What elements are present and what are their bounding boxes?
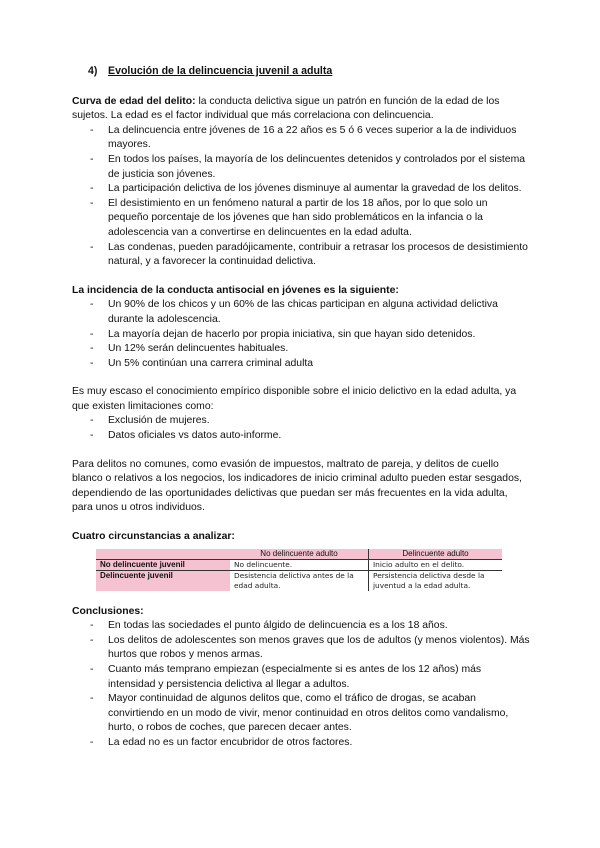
list-item: - Un 5% continúan una carrera criminal adulta xyxy=(108,357,530,372)
list-item: - Un 12% serán delincuentes habituales. xyxy=(108,342,530,357)
conclusiones-heading: Conclusiones: xyxy=(72,605,144,617)
incidencia-heading: La incidencia de la conducta antisocial en jóvenes es la siguiente: xyxy=(72,284,399,296)
document-body xyxy=(72,64,530,751)
curva-paragraph xyxy=(72,95,530,124)
table-header-cell: No delincuente adulto xyxy=(230,549,369,560)
section-number: 4) xyxy=(88,65,98,77)
list-item: - Cuanto más temprano empiezan (especialmente si es antes de los 12 años) más intensidad y persistencia delictiva al llegar a adultos. xyxy=(108,663,530,692)
table-row xyxy=(96,559,502,570)
list-item: - La delincuencia entre jóvenes de 16 a 22 años es 5 ó 6 veces superior a la de individuos mayores. xyxy=(108,124,530,153)
list-item: - El desistimiento en un fenómeno natural a partir de los 18 años, por lo que solo un pequeño porcentaje de los jóvenes que han sido problemáticos en la infancia o la adolescencia van a convertirse en delincuentes en la edad adulta. xyxy=(108,197,530,241)
section-title-text: Evolución de la delincuencia juvenil a adulta xyxy=(108,65,333,77)
list-item: - Exclusión de mujeres. xyxy=(108,414,530,429)
list-item: - En todos los países, la mayoría de los delincuentes detenidos y controlados por el sistema de justicia son jóvenes. xyxy=(108,153,530,182)
table-row xyxy=(96,570,502,591)
list-item: - La edad no es un factor encubridor de otros factores. xyxy=(108,736,530,751)
conclusiones-list xyxy=(72,619,530,750)
list-item: - Mayor continuidad de algunos delitos que, como el tráfico de drogas, se acaban convirtiendo en un modo de vivir, menor continuidad en otros delitos como vandalismo, hurto, o robos de coches, que parecen decaer antes. xyxy=(108,692,530,736)
table-cell: Persistencia delictiva desde la juventud a la edad adulta. xyxy=(373,570,485,590)
list-item: - Los delitos de adolescentes son menos graves que los de adultos (y menos violentos). Más hurtos que robos y menos armas. xyxy=(108,634,530,663)
list-item: - Un 90% de los chicos y un 60% de las chicas participan en alguna actividad delictiva durante la adolescencia. xyxy=(108,298,530,327)
list-item: - Datos oficiales vs datos auto-informe. xyxy=(108,429,530,444)
table-header-row xyxy=(96,549,502,560)
escaso-list xyxy=(72,414,530,443)
list-item: - Las condenas, pueden paradójicamente, contribuir a retrasar los procesos de desistimiento natural, y a favorecer la continuidad delictiva. xyxy=(108,241,530,270)
table-cell: Inicio adulto en el delito. xyxy=(369,559,503,570)
escaso-paragraph: Es muy escaso el conocimiento empírico disponible sobre el inicio delictivo en la edad adulta, ya que existen limitaciones como: xyxy=(72,386,517,412)
table-row-label: Delincuente juvenil xyxy=(96,570,230,591)
list-item: - En todas las sociedades el punto álgido de delincuencia es a los 18 años. xyxy=(108,619,530,634)
curva-list xyxy=(72,124,530,270)
curva-intro: la conducta delictiva sigue un patrón en función de la edad de los sujetos. La edad es el factor individual que más correlaciona con delincuencia. xyxy=(72,95,500,122)
list-item: - La participación delictiva de los jóvenes disminuye al aumentar la gravedad de los delitos. xyxy=(108,182,530,197)
table-row-label: No delincuente juvenil xyxy=(96,559,230,570)
section-title xyxy=(88,64,530,79)
table-header-cell xyxy=(96,549,230,560)
circumstances-table xyxy=(96,549,502,591)
table-cell: No delincuente. xyxy=(230,559,369,570)
curva-heading: Curva de edad del delito: xyxy=(72,95,196,107)
no-comunes-paragraph: Para delitos no comunes, como evasión de impuestos, maltrato de pareja, y delitos de cuello blanco o relativos a los negocios, los indicadores de inicio criminal adulto pueden estar sesgados, dependiendo de las oportunidades delictivas que puedan ser más frecuentes en la vida adulta, para unos u otros individuos. xyxy=(72,458,522,514)
table-cell: Desistencia delictiva antes de la edad adulta. xyxy=(230,570,369,591)
table-header-cell: Delincuente adulto xyxy=(369,549,503,560)
list-item: - La mayoría dejan de hacerlo por propia iniciativa, sin que hayan sido detenidos. xyxy=(108,328,530,343)
cuatro-heading: Cuatro circunstancias a analizar: xyxy=(72,531,235,543)
incidencia-list xyxy=(72,298,530,371)
